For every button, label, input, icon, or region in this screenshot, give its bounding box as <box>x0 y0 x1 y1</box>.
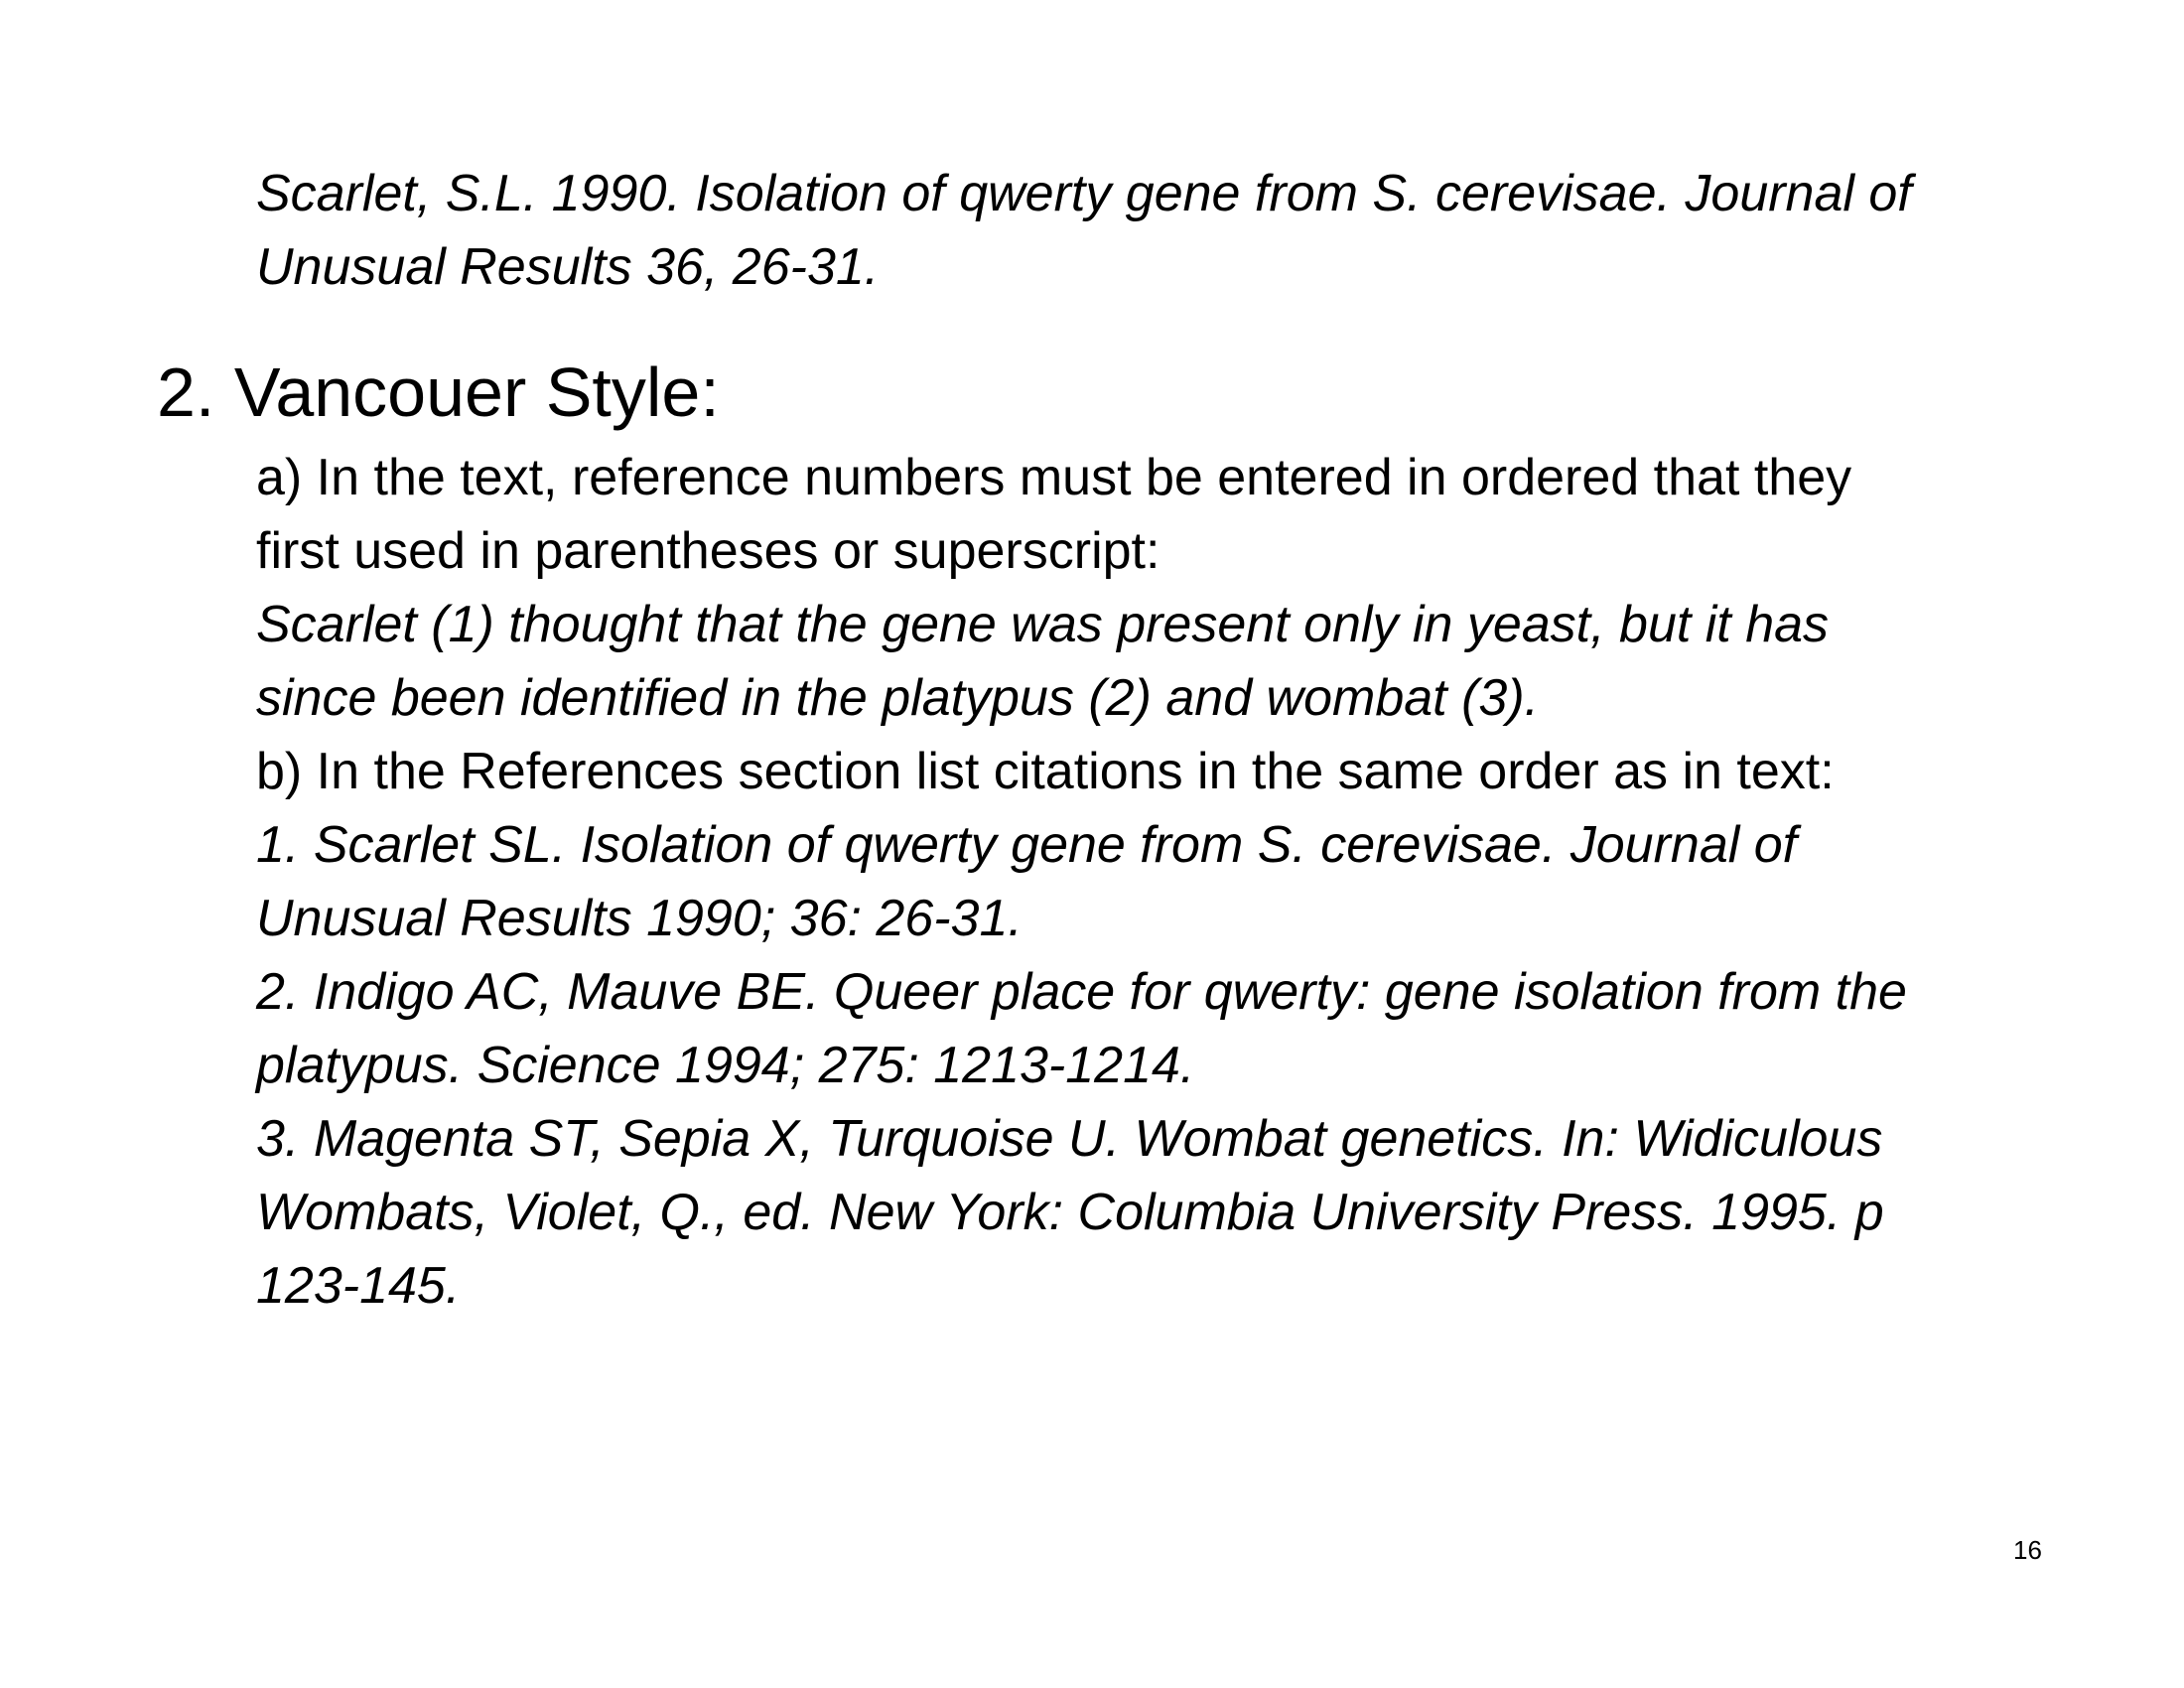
reference-3-line-1: 3. Magenta ST, Sepia X, Turquoise U. Wombat genetics. In: Widiculous <box>256 1110 1883 1168</box>
reference-3-line-2: Wombats, Violet, Q., ed. New York: Columbia University Press. 1995. p <box>256 1184 1884 1241</box>
reference-2-line-2: platypus. Science 1994; 275: 1213-1214. <box>256 1037 1195 1094</box>
section-heading: 2. Vancouer Style: <box>157 353 720 431</box>
reference-1-line-1: 1. Scarlet SL. Isolation of qwerty gene from S. cerevisae. Journal of <box>256 816 1798 874</box>
part-a-line-1: a) In the text, reference numbers must be entered in ordered that they <box>256 449 1852 506</box>
reference-3-line-3: 123-145. <box>256 1257 461 1315</box>
page-number: 16 <box>2013 1535 2042 1565</box>
top-reference-line-2: Unusual Results 36, 26-31. <box>256 238 880 296</box>
part-b-line: b) In the References section list citations in the same order as in text: <box>256 743 1835 800</box>
top-reference-line-1: Scarlet, S.L. 1990. Isolation of qwerty gene from S. cerevisae. Journal of <box>256 165 1912 222</box>
reference-2-line-1: 2. Indigo AC, Mauve BE. Queer place for qwerty: gene isolation from the <box>256 963 1907 1021</box>
reference-1-line-2: Unusual Results 1990; 36: 26-31. <box>256 890 1023 947</box>
example-line-2: since been identified in the platypus (2) and wombat (3). <box>256 669 1540 727</box>
example-line-1: Scarlet (1) thought that the gene was present only in yeast, but it has <box>256 596 1830 653</box>
part-a-line-2: first used in parentheses or superscript: <box>256 522 1160 580</box>
